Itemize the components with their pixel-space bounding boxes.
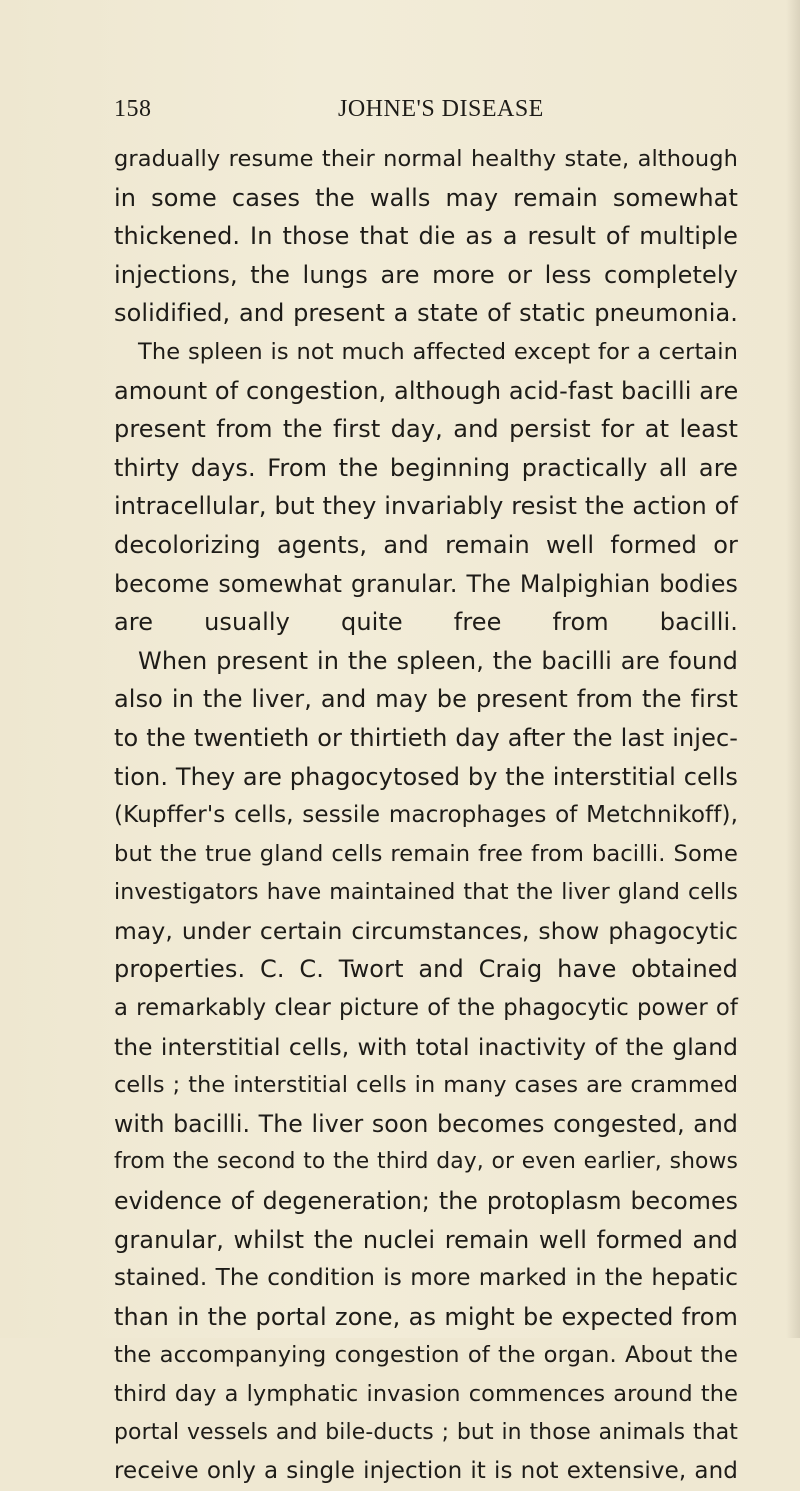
text-line: in some cases the walls may remain somewhat <box>114 183 738 212</box>
page-header <box>114 96 734 126</box>
text-line: solidified, and present a state of static pneumonia. <box>114 299 738 328</box>
text-line: portal vessels and bile-ducts ; but in those animals that <box>114 1419 738 1445</box>
text-line: also in the liver, and may be present from the first <box>114 685 738 714</box>
text-line: the accompanying congestion of the organ. About the <box>114 1342 738 1369</box>
text-line: granular, whilst the nuclei remain well formed and <box>114 1225 738 1254</box>
text-line: (Kupffer's cells, sessile macrophages of Metchnikoff), <box>114 802 738 829</box>
text-line: are usually quite free from bacilli. <box>114 608 738 637</box>
text-line: present from the first day, and persist for at least <box>114 415 738 444</box>
page-number: 158 <box>114 96 152 122</box>
text-line: investigators have maintained that the liver gland cells <box>114 879 738 906</box>
text-line: gradually resume their normal healthy state, although <box>114 146 738 172</box>
text-line: become somewhat granular. The Malpighian bodies <box>114 569 738 598</box>
text-line: The spleen is not much affected except for a certain <box>138 338 738 365</box>
running-head: JOHNE'S DISEASE <box>338 96 544 122</box>
text-line: cells ; the interstitial cells in many cases are crammed <box>114 1072 738 1099</box>
text-line: the interstitial cells, with total inactivity of the gland <box>114 1032 738 1061</box>
text-line: injections, the lungs are more or less completely <box>114 260 738 289</box>
text-line: tion. They are phagocytosed by the interstitial cells <box>114 762 738 791</box>
text-line: from the second to the third day, or even earlier, shows <box>114 1149 738 1175</box>
text-line: thickened. In those that die as a result of multiple <box>114 222 738 251</box>
text-line: properties. C. C. Twort and Craig have obtained <box>114 955 738 984</box>
text-line: than in the portal zone, as might be expected from <box>114 1302 738 1331</box>
text-line: intracellular, but they invariably resist the action of <box>114 492 738 521</box>
text-line: decolorizing agents, and remain well formed or <box>114 530 738 559</box>
text-line: receive only a single injection it is not extensive, and <box>114 1458 738 1485</box>
text-line: with bacilli. The liver soon becomes congested, and <box>114 1109 738 1138</box>
text-line: evidence of degeneration; the protoplasm becomes <box>114 1187 738 1216</box>
text-line: stained. The condition is more marked in the hepatic <box>114 1265 738 1292</box>
page-edge-shadow <box>786 0 800 1338</box>
text-line: to the twentieth or thirtieth day after the last injec- <box>114 723 738 752</box>
text-line: amount of congestion, although acid-fast bacilli are <box>114 376 739 405</box>
text-line: When present in the spleen, the bacilli are found <box>138 646 738 675</box>
text-line: third day a lymphatic invasion commences around the <box>114 1381 738 1407</box>
text-line: but the true gland cells remain free from bacilli. Some <box>114 840 738 867</box>
text-line: thirty days. From the beginning practically all are <box>114 453 738 482</box>
text-line: a remarkably clear picture of the phagocytic power of <box>114 995 738 1022</box>
text-line: may, under certain circumstances, show phagocytic <box>114 916 738 945</box>
body-text <box>114 140 738 1491</box>
